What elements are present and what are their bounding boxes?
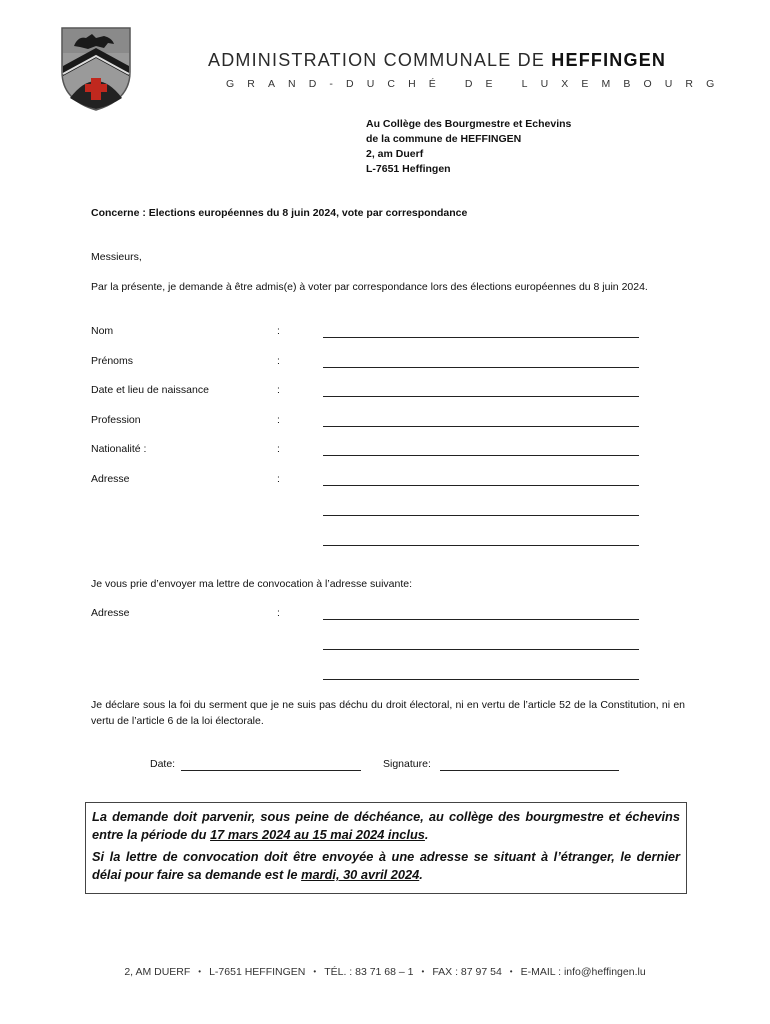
- naissance-field[interactable]: [323, 396, 639, 397]
- adresse-field-line-1[interactable]: [323, 485, 639, 486]
- salutation: Messieurs,: [91, 251, 142, 263]
- adresse-field-line-2[interactable]: [323, 515, 639, 516]
- footer-address: 2, AM DUERF: [124, 966, 191, 978]
- notice-abroad-text: Si la lettre de convocation doit être envoyée à une adresse se situant à l’étranger, le dernier délai pour faire sa demande est le: [92, 849, 680, 882]
- adresse-field-line-3[interactable]: [323, 545, 639, 546]
- field-colon: :: [277, 384, 280, 396]
- field-colon: :: [277, 607, 280, 619]
- footer-separator: •: [198, 967, 202, 976]
- profession-label: Profession: [91, 414, 141, 426]
- field-colon: :: [277, 443, 280, 455]
- convocation-adresse-label: Adresse: [91, 607, 130, 619]
- notice-abroad-end: .: [419, 867, 423, 882]
- field-colon: :: [277, 414, 280, 426]
- footer-separator: •: [421, 967, 425, 976]
- footer-postal: L-7651 HEFFINGEN: [209, 966, 306, 978]
- convocation-request: Je vous prie d’envoyer ma lettre de convocation à l’adresse suivante:: [91, 578, 413, 590]
- title-prefix: ADMINISTRATION COMMUNALE DE: [208, 50, 546, 70]
- date-field[interactable]: [181, 770, 361, 771]
- intro-paragraph: Par la présente, je demande à être admis(e) à voter par correspondance lors des élections européennes du 8 juin 2024.: [91, 281, 648, 293]
- nationalite-field[interactable]: [323, 455, 639, 456]
- notice-deadline-end: .: [424, 827, 429, 842]
- heffingen-coat-of-arms-logo: [60, 26, 132, 112]
- recipient-address: [366, 117, 571, 177]
- prenoms-field[interactable]: [323, 367, 639, 368]
- adresse-label: Adresse: [91, 473, 130, 485]
- profession-field[interactable]: [323, 426, 639, 427]
- recipient-line: de la commune de HEFFINGEN: [366, 133, 522, 145]
- field-colon: :: [277, 325, 280, 337]
- notice-abroad: [92, 848, 680, 884]
- naissance-label: Date et lieu de naissance: [91, 384, 209, 396]
- declaration-paragraph: Je déclare sous la foi du serment que je ne suis pas déchu du droit électoral, ni en vertu de l’article 52 de la Constitution, ni en vertu de l’article 6 de la loi électorale.: [91, 699, 685, 727]
- notice-deadline-text: La demande doit parvenir, sous peine de déchéance, au collège des bourgmestre et échevins entre la période du: [92, 809, 680, 842]
- page-footer: [0, 966, 770, 978]
- field-colon: :: [277, 355, 280, 367]
- letter-subject: Concerne : Elections européennes du 8 juin 2024, vote par correspondance: [91, 207, 468, 219]
- notice-deadline: [92, 808, 680, 844]
- title-commune-name: HEFFINGEN: [551, 50, 667, 70]
- footer-separator: •: [509, 967, 513, 976]
- notice-abroad-date: mardi, 30 avril 2024: [301, 867, 420, 882]
- nom-field[interactable]: [323, 337, 639, 338]
- recipient-line: Au Collège des Bourgmestre et Echevins: [366, 118, 572, 130]
- convocation-adresse-line-3[interactable]: [323, 679, 639, 680]
- notice-deadline-period: 17 mars 2024 au 15 mai 2024 inclus: [210, 827, 425, 842]
- footer-fax: FAX : 87 97 54: [432, 966, 502, 978]
- signature-field[interactable]: [440, 770, 619, 771]
- nom-label: Nom: [91, 325, 114, 337]
- convocation-adresse-line-1[interactable]: [323, 619, 639, 620]
- recipient-line: 2, am Duerf: [366, 148, 424, 160]
- deadline-notice: [85, 802, 687, 894]
- recipient-line: L-7651 Heffingen: [366, 163, 451, 175]
- page-title: [208, 50, 666, 71]
- page-subtitle: GRAND-DUCHÉ DE LUXEMBOURG: [226, 78, 728, 90]
- footer-separator: •: [313, 967, 317, 976]
- footer-email: E-MAIL : info@heffingen.lu: [520, 966, 646, 978]
- date-label: Date:: [150, 758, 176, 770]
- convocation-adresse-line-2[interactable]: [323, 649, 639, 650]
- signature-label: Signature:: [383, 758, 431, 770]
- nationalite-label: Nationalité :: [91, 443, 147, 455]
- footer-phone: TÉL. : 83 71 68 – 1: [324, 966, 414, 978]
- prenoms-label: Prénoms: [91, 355, 134, 367]
- field-colon: :: [277, 473, 280, 485]
